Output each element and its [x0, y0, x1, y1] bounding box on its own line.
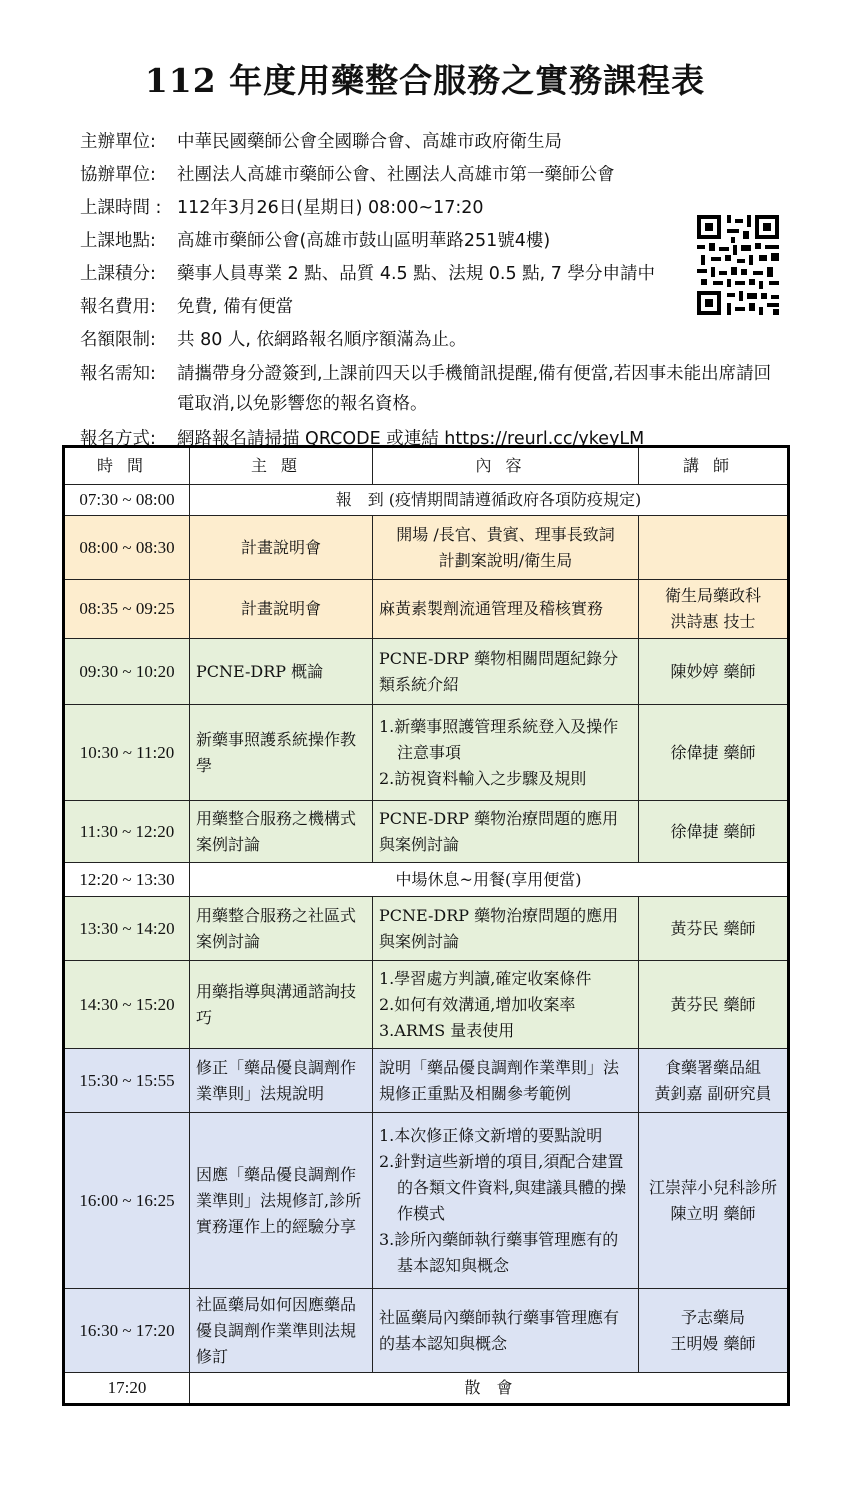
table-row — [64, 1373, 789, 1405]
content-line: 開場 /長官、貴賓、理事長致詞 — [396, 524, 615, 544]
col-header-speaker: 講師 — [639, 447, 789, 485]
content-cell — [373, 705, 639, 801]
table-row — [64, 1049, 789, 1113]
topic-cell: 用藥整合服務之機構式案例討論 — [190, 801, 373, 863]
info-label: 上課地點: — [80, 231, 156, 251]
table-row — [64, 639, 789, 705]
time-cell: 17:20 — [64, 1373, 190, 1405]
content-item: 1.本次修正條文新增的要點說明 — [379, 1125, 603, 1145]
time-cell: 08:00 ~ 08:30 — [64, 516, 190, 580]
time-cell: 10:30 ~ 11:20 — [64, 705, 190, 801]
info-co-organizer — [80, 159, 780, 192]
content-cell — [373, 961, 639, 1049]
registration-cell: 報 到 (疫情期間請遵循政府各項防疫規定) — [190, 485, 789, 516]
info-label: 名額限制: — [80, 330, 156, 350]
info-date — [80, 192, 780, 225]
table-header-row — [64, 447, 789, 485]
info-label: 報名需知: — [80, 364, 156, 384]
table-row — [64, 961, 789, 1049]
closing-cell: 散 會 — [190, 1373, 789, 1405]
page-title: 112 年度用藥整合服務之實務課程表 — [144, 61, 706, 100]
speaker-line: 衛生局藥政科 — [664, 586, 761, 605]
content-cell: PCNE-DRP 藥物治療問題的應用與案例討論 — [373, 801, 639, 863]
qr-code-icon[interactable] — [697, 215, 779, 315]
info-value: 網路報名請掃描 QRCODE 或連結 https://reurl.cc/ykeyLM — [177, 429, 645, 449]
info-label: 協辦單位: — [80, 165, 156, 185]
col-header-time: 時間 — [64, 447, 190, 485]
speaker-cell — [639, 1289, 789, 1373]
info-label: 報名費用: — [80, 297, 156, 317]
lunch-break-cell: 中場休息~用餐(享用便當) — [190, 863, 789, 897]
speaker-line: 王明嫚 藥師 — [670, 1333, 756, 1353]
info-notice — [80, 357, 780, 423]
info-value: 共 80 人, 依網路報名順序額滿為止。 — [177, 330, 467, 350]
time-cell: 14:30 ~ 15:20 — [64, 961, 190, 1049]
table-row — [64, 580, 789, 639]
topic-cell: 因應「藥品優良調劑作業準則」法規修訂,診所實務運作上的經驗分享 — [190, 1113, 373, 1289]
info-value: 請攜帶身分證簽到,上課前四天以手機簡訊提醒,備有便當,若因事未能出席請回電取消,以免影響您的報名資格。 — [177, 364, 772, 414]
info-label: 上課時間 : — [80, 198, 162, 218]
speaker-cell — [639, 1113, 789, 1289]
speaker-cell — [639, 516, 789, 580]
topic-cell: 用藥指導與溝通諮詢技巧 — [190, 961, 373, 1049]
info-label: 主辦單位: — [80, 132, 156, 152]
topic-cell: 用藥整合服務之社區式案例討論 — [190, 897, 373, 961]
topic-cell: 社區藥局如何因應藥品優良調劑作業準則法規修訂 — [190, 1289, 373, 1373]
speaker-cell: 徐偉捷 藥師 — [639, 705, 789, 801]
info-capacity — [80, 324, 780, 357]
topic-cell: 計畫說明會 — [190, 580, 373, 639]
info-value: 社團法人高雄市藥師公會、社團法人高雄市第一藥師公會 — [177, 165, 615, 185]
content-cell — [373, 1113, 639, 1289]
time-cell: 07:30 ~ 08:00 — [64, 485, 190, 516]
table-row — [64, 1289, 789, 1373]
table-row — [64, 1113, 789, 1289]
content-item: 2.針對這些新增的項目,須配合建置的各類文件資料,與建議具體的操作模式 — [379, 1151, 627, 1223]
speaker-line: 陳立明 藥師 — [670, 1203, 756, 1223]
speaker-line: 予志藥局 — [680, 1307, 745, 1327]
schedule-table — [62, 445, 790, 1406]
time-cell: 13:30 ~ 14:20 — [64, 897, 190, 961]
topic-cell: 計畫說明會 — [190, 516, 373, 580]
info-label: 報名方式: — [80, 429, 156, 449]
content-cell: 麻黃素製劑流通管理及稽核實務 — [373, 580, 639, 639]
event-info — [80, 126, 780, 456]
col-header-content: 內容 — [373, 447, 639, 485]
speaker-cell — [639, 1049, 789, 1113]
content-cell: PCNE-DRP 藥物治療問題的應用與案例討論 — [373, 897, 639, 961]
table-row — [64, 863, 789, 897]
speaker-cell — [639, 580, 789, 639]
time-cell: 11:30 ~ 12:20 — [64, 801, 190, 863]
topic-cell: 新藥事照護系統操作教學 — [190, 705, 373, 801]
table-row — [64, 897, 789, 961]
topic-cell: PCNE-DRP 概論 — [190, 639, 373, 705]
speaker-cell: 黃芬民 藥師 — [639, 961, 789, 1049]
table-row — [64, 705, 789, 801]
speaker-line: 洪詩惠 技士 — [670, 612, 756, 631]
topic-cell: 修正「藥品優良調劑作業準則」法規說明 — [190, 1049, 373, 1113]
content-item: 3.ARMS 量表使用 — [379, 1020, 515, 1040]
time-cell: 08:35 ~ 09:25 — [64, 580, 190, 639]
content-cell: 說明「藥品優良調劑作業準則」法規修正重點及相關參考範例 — [373, 1049, 639, 1113]
time-cell: 12:20 ~ 13:30 — [64, 863, 190, 897]
content-item: 1.新藥事照護管理系統登入及操作注意事項 — [379, 716, 619, 762]
time-cell: 15:30 ~ 15:55 — [64, 1049, 190, 1113]
info-label: 上課積分: — [80, 264, 156, 284]
info-value: 免費, 備有便當 — [177, 297, 294, 317]
speaker-line: 黃釗嘉 副研究員 — [654, 1083, 772, 1103]
content-cell: 社區藥局內藥師執行藥事管理應有的基本認知與概念 — [373, 1289, 639, 1373]
content-item: 2.訪視資料輸入之步驟及規則 — [379, 768, 587, 788]
info-value: 112年3月26日(星期日) 08:00~17:20 — [177, 198, 484, 218]
content-cell — [373, 516, 639, 580]
info-fee — [80, 291, 780, 324]
speaker-cell: 黃芬民 藥師 — [639, 897, 789, 961]
speaker-cell: 陳妙婷 藥師 — [639, 639, 789, 705]
content-cell: PCNE-DRP 藥物相關問題紀錄分類系統介紹 — [373, 639, 639, 705]
speaker-cell: 徐偉捷 藥師 — [639, 801, 789, 863]
time-cell: 16:30 ~ 17:20 — [64, 1289, 190, 1373]
table-row — [64, 801, 789, 863]
table-row — [64, 516, 789, 580]
info-value: 中華民國藥師公會全國聯合會、高雄市政府衛生局 — [177, 132, 562, 152]
content-item: 3.診所內藥師執行藥事管理應有的基本認知與概念 — [379, 1229, 619, 1275]
info-location — [80, 225, 780, 258]
info-credits — [80, 258, 780, 291]
speaker-line: 江崇萍小兒科診所 — [648, 1177, 777, 1197]
info-value: 高雄市藥師公會(高雄市鼓山區明華路251號4樓) — [177, 231, 551, 251]
col-header-topic: 主題 — [190, 447, 373, 485]
time-cell: 16:00 ~ 16:25 — [64, 1113, 190, 1289]
info-organizer — [80, 126, 780, 159]
table-row — [64, 485, 789, 516]
time-cell: 09:30 ~ 10:20 — [64, 639, 190, 705]
info-value: 藥事人員專業 2 點、品質 4.5 點、法規 0.5 點, 7 學分申請中 — [177, 264, 655, 284]
content-item: 1.學習處方判讀,確定收案條件 — [379, 968, 592, 988]
content-line: 計劃案說明/衛生局 — [438, 550, 573, 570]
speaker-line: 食藥署藥品組 — [664, 1057, 761, 1077]
content-item: 2.如何有效溝通,增加收案率 — [379, 994, 576, 1014]
